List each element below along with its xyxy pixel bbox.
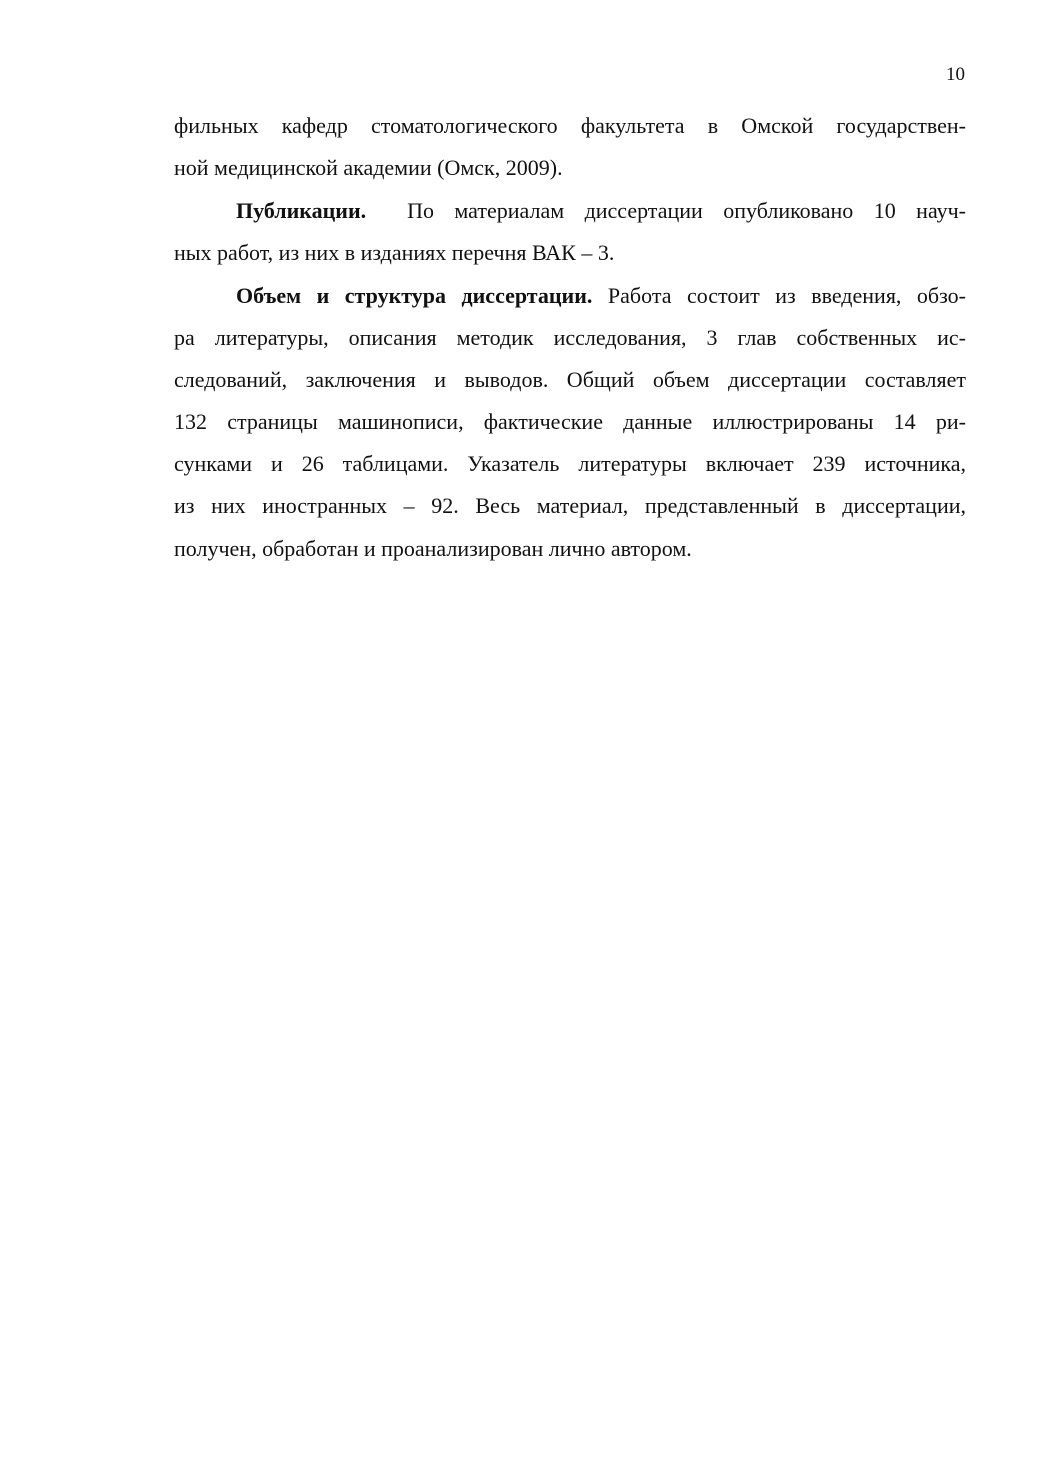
structure-heading: Объем и структура диссертации. xyxy=(236,283,593,308)
text-line: получен, обработан и проанализирован лично автором. xyxy=(174,536,692,561)
text-line xyxy=(236,282,966,310)
text-line: из них иностранных – 92. Весь материал, представленный в диссертации, xyxy=(174,493,966,518)
text-line: фильных кафедр стоматологического факультета в Омской государствен- xyxy=(174,113,966,138)
text-run: По материалам диссертации опубликовано 10 науч- xyxy=(407,198,966,223)
text-line xyxy=(236,197,966,225)
text-line: ных работ, из них в изданиях перечня ВАК – 3. xyxy=(174,240,615,265)
publications-heading: Публикации. xyxy=(236,198,367,223)
page-number: 10 xyxy=(946,64,965,85)
text-run: Работа состоит из введения, обзо- xyxy=(607,283,967,308)
text-line: 132 страницы машинописи, фактические данные иллюстрированы 14 ри- xyxy=(174,409,966,434)
text-line: ра литературы, описания методик исследования, 3 глав собственных ис- xyxy=(174,325,966,350)
text-line: ной медицинской академии (Омск, 2009). xyxy=(174,155,563,180)
text-line: следований, заключения и выводов. Общий объем диссертации составляет xyxy=(174,367,966,392)
text-line: сунками и 26 таблицами. Указатель литературы включает 239 источника, xyxy=(174,451,966,476)
